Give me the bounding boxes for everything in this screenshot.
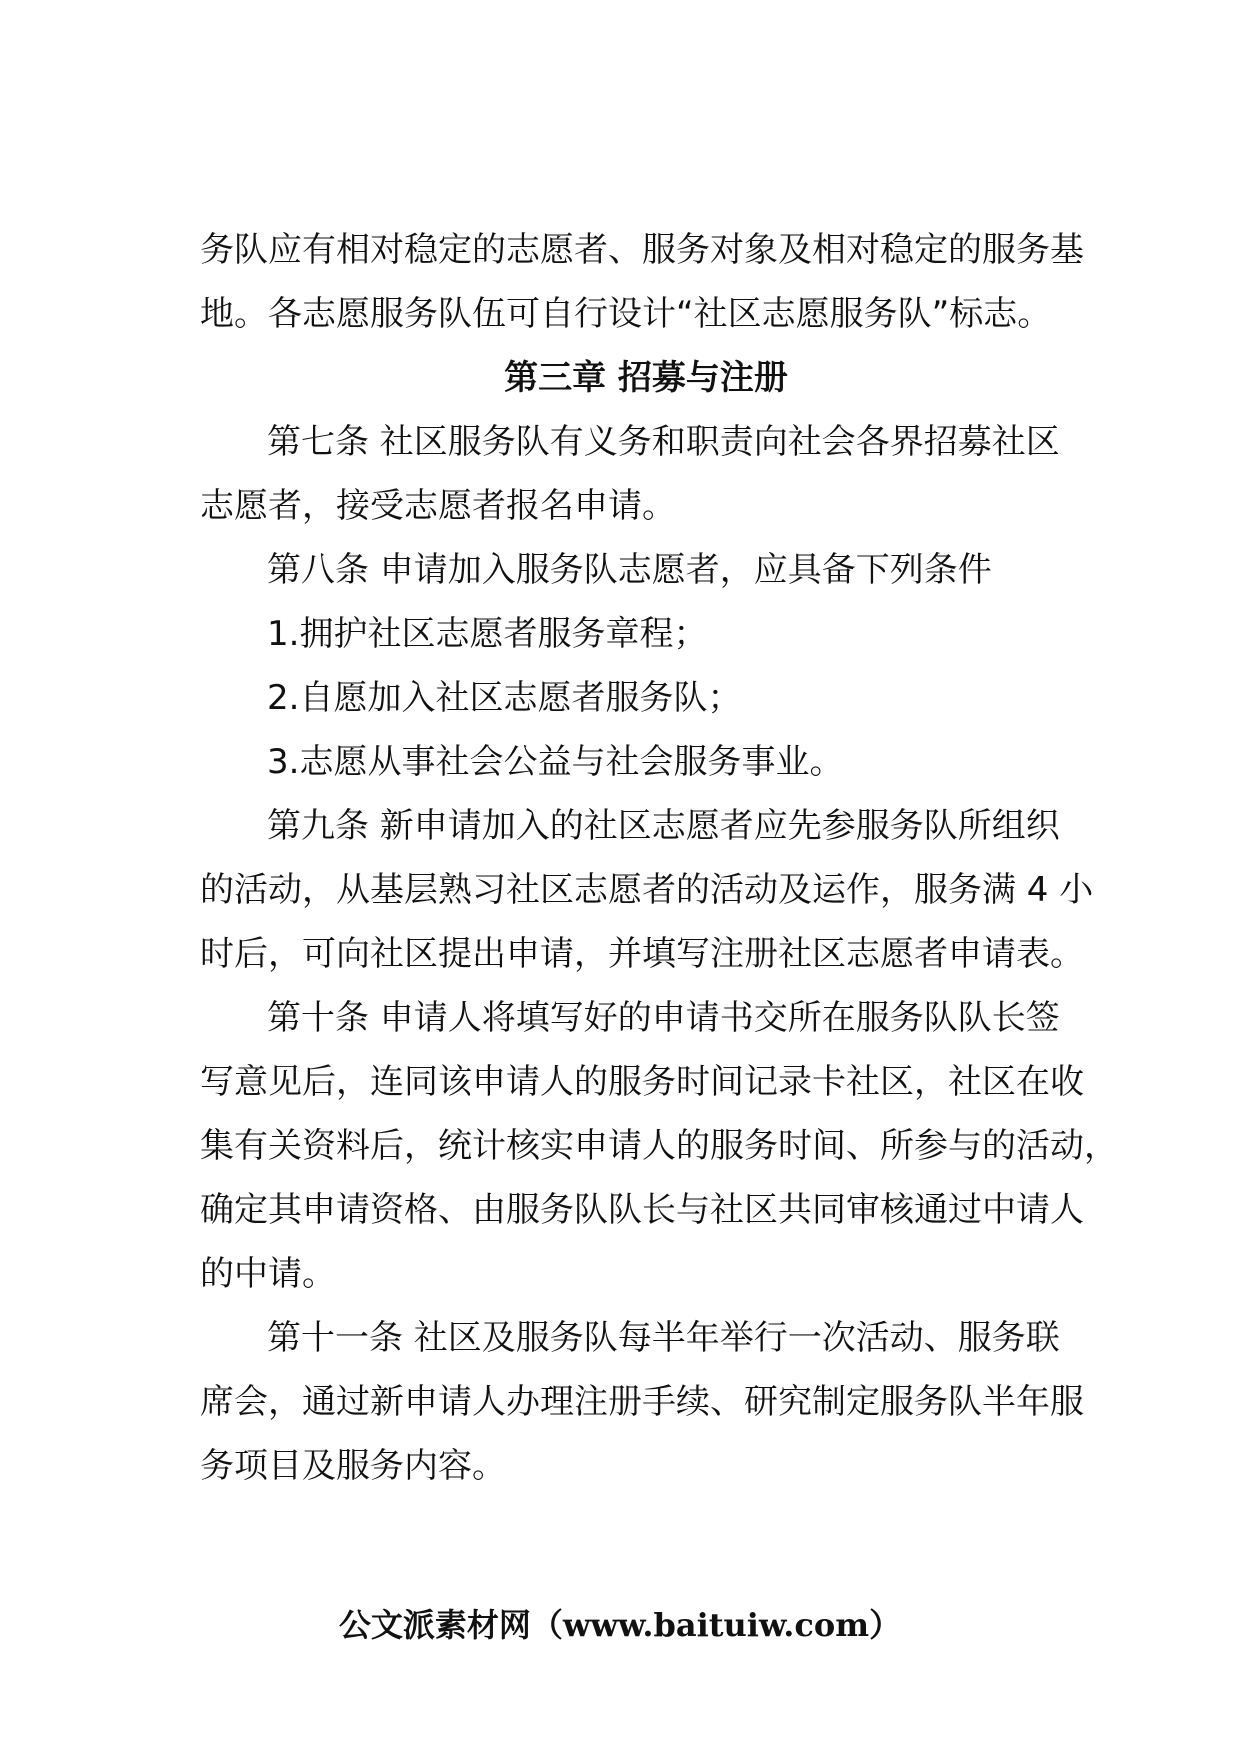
article-11-line-2: 席会，通过新申请人办理注册手续、研究制定服务队半年服 xyxy=(200,1382,1084,1422)
article-10-line-3: 集有关资料后，统计核实申请人的服务时间、所参与的活动， xyxy=(200,1126,1118,1166)
condition-2: 2.自愿加入社区志愿者服务队； xyxy=(267,678,742,718)
chapter-heading: 第三章 招募与注册 xyxy=(504,358,788,398)
article-11-line-1: 第十一条 社区及服务队每半年举行一次活动、服务联 xyxy=(267,1318,1060,1358)
article-7-line-1: 第七条 社区服务队有义务和职责向社会各界招募社区 xyxy=(267,422,1060,462)
article-10-line-2: 写意见后，连同该申请人的服务时间记录卡社区，社区在收 xyxy=(200,1062,1084,1102)
article-10-line-4: 确定其申请资格、由服务队队长与社区共同审核通过中请人 xyxy=(200,1190,1084,1230)
article-11-line-3: 务项目及服务内容。 xyxy=(200,1446,506,1486)
intro-line-2: 地。各志愿服务队伍可自行设计“社区志愿服务队”标志。 xyxy=(200,294,1052,334)
intro-line-1: 务队应有相对稳定的志愿者、服务对象及相对稳定的服务基 xyxy=(200,230,1084,270)
article-9-line-3: 时后，可向社区提出申请，并填写注册社区志愿者申请表。 xyxy=(200,934,1084,974)
document-body xyxy=(200,218,1118,1498)
article-7-line-2: 志愿者，接受志愿者报名申请。 xyxy=(200,486,676,526)
condition-1: 1.拥护社区志愿者服务章程； xyxy=(267,614,708,654)
condition-3: 3.志愿从事社会公益与社会服务事业。 xyxy=(267,742,844,782)
article-10-line-5: 的中请。 xyxy=(200,1254,336,1294)
article-9-line-2: 的活动，从基层熟习社区志愿者的活动及运作，服务满 4 小 xyxy=(200,870,1094,910)
article-9-line-1: 第九条 新申请加入的社区志愿者应先参服务队所组织 xyxy=(267,806,1060,846)
article-10-line-1: 第十条 申请人将填写好的申请书交所在服务队队长签 xyxy=(267,998,1060,1038)
article-8-line-1: 第八条 申请加入服务队志愿者，应具备下列条件 xyxy=(267,550,992,590)
footer-watermark: 公文派素材网（www.baituiw.com） xyxy=(338,1606,902,1644)
